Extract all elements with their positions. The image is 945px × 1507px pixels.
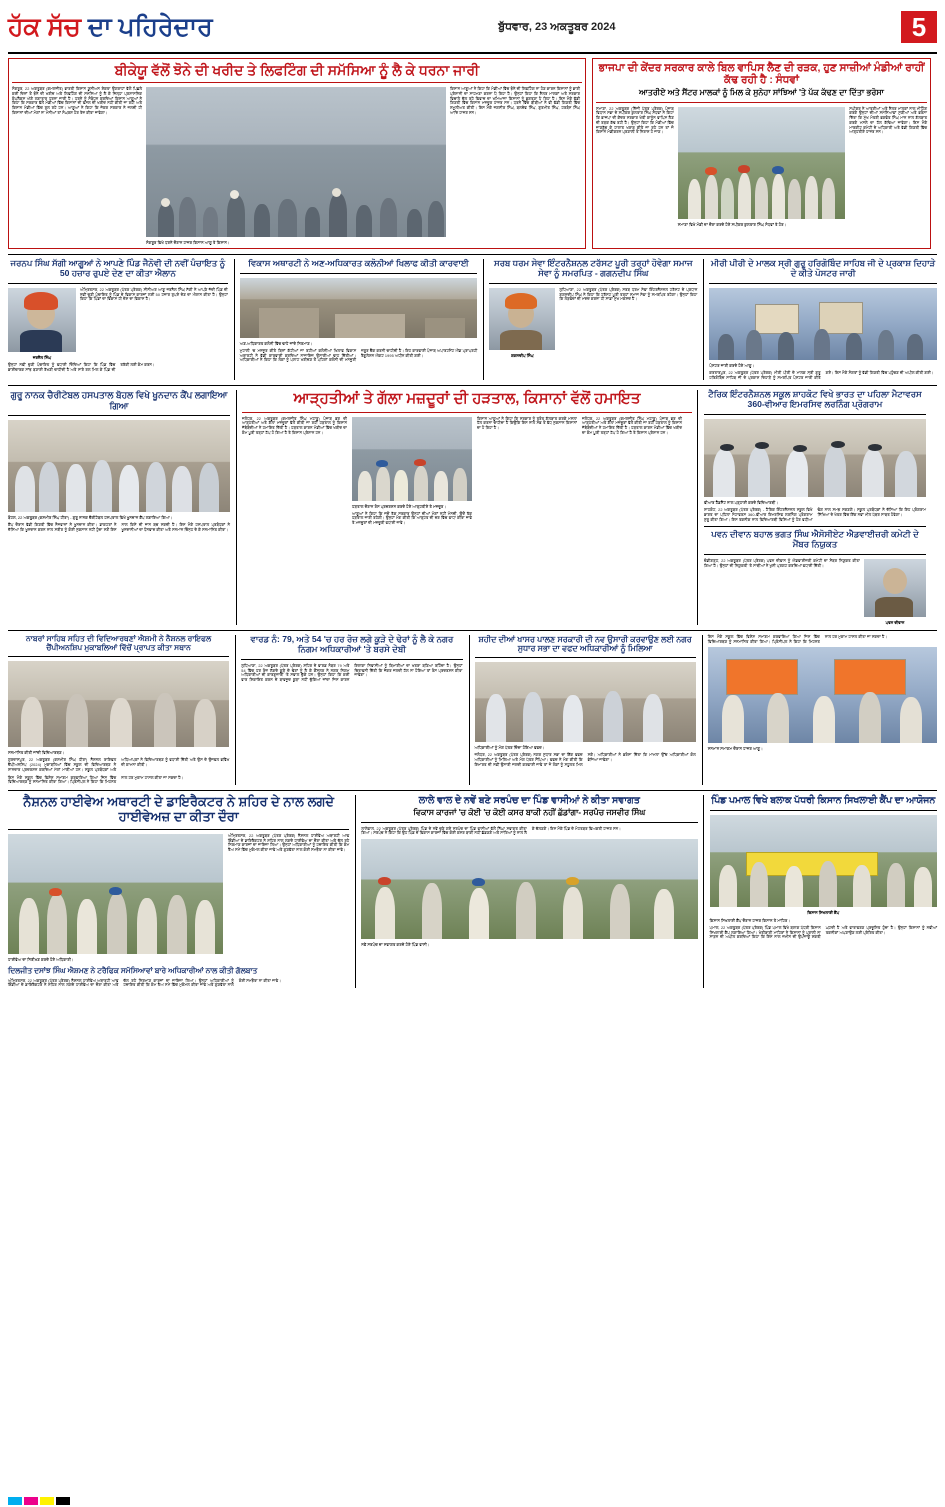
- lead-story-left: [8, 58, 586, 249]
- story-hospital-headline: ਗੁਰੂ ਨਾਨਕ ਚੈਰੀਟੇਬਲ ਹਸਪਤਾਲ ਬੋਹਲ ਵਿਖੇ ਖੂਨਦਾਨ ਕੈਂਪ ਲਗਾਇਆ ਗਿਆ: [10, 390, 228, 411]
- story-trust: [483, 259, 697, 380]
- story-nhai-headline: ਨੈਸ਼ਨਲ ਹਾਈਵੇਅ ਅਥਾਰਟੀ ਦੇ ਡਾਇਰੈਕਟਰ ਨੇ ਸ਼ਹਿਰ ਦੇ ਨਾਲ ਲਗਦੇ ਹਾਈਵੇਅਜ਼ ਦਾ ਕੀਤਾ ਦੌਰਾ: [23, 794, 335, 825]
- story-trust-photo: [489, 288, 555, 350]
- story-colony-caption: ਅਣ-ਅਧਿਕਾਰਤ ਕਲੋਨੀ ਵਿੱਚ ਢਾਹੇ ਜਾਂਦੇ ਨਿਰਮਾਣ।: [239, 340, 313, 346]
- story-colony: [234, 259, 478, 380]
- story-poster-caption: ਪੋਸਟਰ ਜਾਰੀ ਕਰਦੇ ਹੋਏ ਆਗੂ।: [709, 362, 755, 368]
- story-appointment: [704, 526, 926, 625]
- story-hospital-caption: ਬੋਹਲ, 22 ਅਕਤੂਬਰ (ਕਸ਼ਮੀਰ ਸਿੰਘ ਹੀਰਾ) - ਗੁਰੂ ਨਾਨਕ ਚੈਰੀਟੇਬਲ ਹਸਪਤਾਲ ਵਿਖੇ ਖੂਨਦਾਨ ਕੈਂਪ ਲਗਾਇਆ ਗਿਆ।: [8, 515, 173, 520]
- story-metaverse-text: ਸ਼ਾਹਕੋਟ, 22 ਅਕਤੂਬਰ (ਪੱਤਰ ਪ੍ਰੇਰਕ) - ਟੈਰਿਕ ਇੰਟਰਨੈਸ਼ਨਲ ਸਕੂਲ ਵਿਖੇ ਭਾਰਤ ਦਾ ਪਹਿਲਾ ਮੈਟਾਵਰਸ 360-ਵੀਆਰ ਇਮਰਸਿਵ ਲਰਨਿੰਗ ਪ੍ਰੋਗਰਾਮ ਸ਼ੁਰੂ ਕੀਤਾ ਗਿਆ। ਇਸ ਤਕਨੀਕ ਨਾਲ ਵਿਦਿਆਰਥੀ ਵਿਸ਼ਿਆਂ ਨੂੰ ਹੋਰ ਵਧੀਆ ਢੰਗ ਨਾਲ ਸਮਝ ਸਕਣਗੇ। ਸਕੂਲ ਪ੍ਰਬੰਧਕਾਂ ਨੇ ਦੱਸਿਆ ਕਿ ਇਹ ਪ੍ਰੋਗਰਾਮ ਸਿੱਖਿਆ ਦੇ ਖੇਤਰ ਵਿੱਚ ਇੱਕ ਨਵਾਂ ਮੀਲ ਪੱਥਰ ਸਾਬਤ ਹੋਵੇਗਾ।: [704, 508, 926, 522]
- logo-text-primary: ਹੱਕ ਸੱਚ: [8, 12, 81, 41]
- story-strike-photo: [352, 417, 472, 501]
- story-kisan-camp-caption: ਕਿਸਾਨ ਸਿਖਲਾਈ ਕੈਂਪ ਦੌਰਾਨ ਹਾਜ਼ਰ ਕਿਸਾਨ ਤੇ ਮਾਹਿਰ।: [709, 917, 791, 923]
- story-sarpanch-text: ਲਾਲੇਵਾਲ, 22 ਅਕਤੂਬਰ (ਪੱਤਰ ਪ੍ਰੇਰਕ) ਪਿੰਡ ਦੇ ਨਵੇਂ ਚੁਣੇ ਗਏ ਸਰਪੰਚ ਦਾ ਪਿੰਡ ਵਾਸੀਆਂ ਵੱਲੋਂ ਨਿੱਘਾ ਸਵਾਗਤ ਕੀਤਾ ਗਿਆ। ਸਰਪੰਚ ਨੇ ਕਿਹਾ ਕਿ ਉਹ ਪਿੰਡ ਦੇ ਵਿਕਾਸ ਕਾਰਜਾਂ ਵਿੱਚ ਕੋਈ ਕਸਰ ਬਾਕੀ ਨਹੀਂ ਛੱਡਣਗੇ ਅਤੇ ਸਾਰਿਆਂ ਨੂੰ ਨਾਲ ਲੈ ਕੇ ਚੱਲਣਗੇ। ਇਸ ਮੌਕੇ ਪਿੰਡ ਦੇ ਮੋਹਤਬਰ ਵਿਅਕਤੀ ਹਾਜ਼ਰ ਸਨ।: [361, 826, 621, 836]
- story-delegation-photo: [475, 662, 696, 742]
- cmyk-magenta: [24, 1497, 38, 1505]
- story-trust-caption: ਗਗਨਦੀਪ ਸਿੰਘ: [511, 352, 534, 358]
- lead-story-right: [592, 58, 931, 249]
- story-metaverse: [704, 390, 926, 522]
- story-trust-text: ਲੁਧਿਆਣਾ, 22 ਅਕਤੂਬਰ (ਪੱਤਰ ਪ੍ਰੇਰਕ) ਸਰਬ ਧਰਮ ਸੇਵਾ ਇੰਟਰਨੈਸ਼ਨਲ ਟਰੱਸਟ ਦੇ ਪ੍ਰਧਾਨ ਗਗਨਦੀਪ ਸਿੰਘ ਨੇ ਕਿਹਾ ਕਿ ਟਰੱਸਟ ਪੂਰੀ ਤਰ੍ਹਾਂ ਸਮਾਜ ਸੇਵਾ ਨੂੰ ਸਮਰਪਿਤ ਰਹੇਗਾ। ਉਨ੍ਹਾਂ ਕਿਹਾ ਕਿ ਲੋੜਵੰਦਾਂ ਦੀ ਮਦਦ ਕਰਨਾ ਹੀ ਸਾਡਾ ਮੁੱਖ ਮਕਸਦ ਹੈ।: [559, 287, 698, 302]
- story-strike-headline: ਆੜ੍ਹਤੀਆਂ ਤੇ ਗੱਲਾ ਮਜ਼ਦੂਰਾਂ ਦੀ ਹੜਤਾਲ, ਕਿਸਾਨਾਂ ਵੱਲੋਂ ਹਮਾਇਤ: [293, 390, 641, 408]
- lead-right-photo-caption: ਸਮਾਣਾ ਵਿਖੇ ਮੰਡੀ ਦਾ ਦੌਰਾ ਕਰਦੇ ਹੋਏ ਸਪੀਕਰ ਕੁਲਤਾਰ ਸਿੰਘ ਸੰਧਵਾਂ ਤੇ ਹੋਰ।: [677, 221, 787, 227]
- story-nhai: [8, 795, 349, 988]
- story-trust-headline: ਸਰਬ ਧਰਮ ਸੇਵਾ ਇੰਟਰਨੈਸ਼ਨਲ ਟਰੱਸਟ ਪੂਰੀ ਤਰ੍ਹਾਂ ਹੋਵੇਗਾ ਸਮਾਜ ਸੇਵਾ ਨੂੰ ਸਮਰਪਿਤ - ਗਗਨਦੀਪ ਸਿੰਘ: [494, 258, 693, 278]
- story-kisan-camp: [710, 795, 937, 988]
- issue-date: ਬੁੱਧਵਾਰ, 23 ਅਕਤੂਬਰ 2024: [498, 20, 616, 33]
- lead-right-photo: [678, 107, 845, 219]
- cmyk-black: [56, 1497, 70, 1505]
- story-rifle-text-2: ਇਸ ਮੌਕੇ ਸਕੂਲ ਵਿੱਚ ਵਿਸ਼ੇਸ਼ ਸਮਾਗਮ ਕਰਵਾਇਆ ਗਿਆ ਜਿਸ ਵਿੱਚ ਵਿਦਿਆਰਥਣ ਨੂੰ ਸਨਮਾਨਿਤ ਕੀਤਾ ਗਿਆ। ਪ੍ਰਿੰਸੀਪਲ ਨੇ ਕਿਹਾ ਕਿ ਮਿਹਨਤ ਨਾਲ ਹਰ ਮੁਕਾਮ ਹਾਸਲ ਕੀਤਾ ਜਾ ਸਕਦਾ ਹੈ।: [8, 775, 184, 785]
- lead-right-subhead: ਆਤਰੀਏ ਅਤੇ ਸੈਂਟਰ ਮਾਲਕਾਂ ਨੂੰ ਮਿਲ ਕੇ ਸੁਨੇਹਾ ਸਾਂਝਿਆਂ 'ਤੇ ਪੱਕ ਕੱਢਣ ਦਾ ਦਿੱਤਾ ਭਰੋਸਾ: [639, 88, 884, 98]
- story-sarpanch-headline: ਲਾਲੇ ਵਾਲ ਦੇ ਨਵੇਂ ਬਣੇ ਸਰਪੰਚ ਦਾ ਪਿੰਡ ਵਾਸੀਆਂ ਨੇ ਕੀਤਾ ਸਵਾਗਤ: [418, 795, 640, 807]
- story-metaverse-caption: ਵੀਆਰ ਹੈੱਡਸੈੱਟ ਨਾਲ ਪੜ੍ਹਾਈ ਕਰਦੇ ਵਿਦਿਆਰਥੀ।: [704, 500, 779, 506]
- story-rifle-photo: [8, 661, 229, 747]
- story-sggi-headline: ਜਰਨਪ ਸਿੰਘ ਸੱਗੀ ਆਗੂਆਂ ਨੇ ਆਪਣੇ ਪਿੰਡ ਜੈਨੋਵੀ ਦੀ ਨਵੀਂ ਪੰਚਾਇਤ ਨੂੰ 50 ਹਜ਼ਾਰ ਰੁਪਏ ਦੇਣ ਦਾ ਕੀਤਾ ਐਲਾਨ: [10, 258, 226, 278]
- story-kisan-camp-photo: [710, 815, 937, 907]
- story-metaverse-photo: [704, 419, 926, 497]
- lead-right-headline: ਭਾਜਪਾ ਦੀ ਕੇਂਦਰ ਸਰਕਾਰ ਕਾਲੇ ਬਿਲ ਵਾਪਿਸ ਲੈਣ ਦੀ ਰੜਕ, ਹੁਣ ਸਾਜ਼ੀਆਂ ਮੰਡੀਆਂ ਰਾਹੀਂ ਕੱਢ ਰਹੀ ਹੈ : ਸੰਧਵਾਂ: [598, 62, 925, 87]
- newspaper-logo: [8, 12, 213, 41]
- story-sggi-text: ਅੰਮ੍ਰਿਤਸਰ, 22 ਅਕਤੂਬਰ (ਪੱਤਰ ਪ੍ਰੇਰਕ) ਸੀਨੀਅਰ ਆਗੂ ਜਰਨੈਲ ਸਿੰਘ ਸੱਗੀ ਨੇ ਆਪਣੇ ਜੱਦੀ ਪਿੰਡ ਦੀ ਨਵੀਂ ਚੁਣੀ ਪੰਚਾਇਤ ਨੂੰ ਪਿੰਡ ਦੇ ਵਿਕਾਸ ਕਾਰਜਾਂ ਲਈ 50 ਹਜ਼ਾਰ ਰੁਪਏ ਦੇਣ ਦਾ ਐਲਾਨ ਕੀਤਾ ਹੈ। ਉਨ੍ਹਾਂ ਕਿਹਾ ਕਿ ਪਿੰਡਾਂ ਦਾ ਵਿਕਾਸ ਹੀ ਦੇਸ਼ ਦਾ ਵਿਕਾਸ ਹੈ।: [80, 287, 228, 302]
- story-appointment-text: ਚੰਡੀਗੜ੍ਹ, 22 ਅਕਤੂਬਰ (ਪੱਤਰ ਪ੍ਰੇਰਕ) ਪਵਨ ਦੀਵਾਨ ਨੂੰ ਐਡਵਾਈਜ਼ਰੀ ਕਮੇਟੀ ਦਾ ਮੈਂਬਰ ਨਿਯੁਕਤ ਕੀਤਾ ਗਿਆ ਹੈ। ਉਨ੍ਹਾਂ ਦੀ ਨਿਯੁਕਤੀ 'ਤੇ ਸਾਥੀਆਂ ਨੇ ਖੁਸ਼ੀ ਪ੍ਰਗਟ ਕਰਦਿਆਂ ਵਧਾਈ ਦਿੱਤੀ।: [704, 559, 860, 568]
- story-delegation-caption: ਅਧਿਕਾਰੀਆਂ ਨੂੰ ਮੰਗ ਪੱਤਰ ਦਿੰਦਾ ਹੋਇਆ ਵਫਦ।: [474, 745, 545, 751]
- story-delegation-headline: ਸ਼ਹੀਦ ਦੀਆਂ ਖਾਸਰ ਪਾਲਣ ਸਰਕਾਰੀ ਦੀ ਨਵ ਉਸਾਰੀ ਕਰਵਾਉਣ ਲਈ ਨਗਰ ਸੁਧਾਰ ਸਭਾ ਦਾ ਵਫਦ ਅਧਿਕਾਰੀਆਂ ਨੂੰ ਮਿਲਿਆ: [478, 635, 692, 654]
- story-colony-text: ਮੁਹਾਲੀ 'ਚ ਮਨਜ਼ੂਰ ਕੀਤੇ ਬਿਨਾਂ ਕੱਟੀਆਂ ਜਾ ਰਹੀਆਂ ਕਲੋਨੀਆਂ ਖਿਲਾਫ ਵਿਕਾਸ ਅਥਾਰਟੀ ਨੇ ਵੱਡੀ ਕਾਰਵਾਈ ਕਰਦਿਆਂ ਨਾਜਾਇਜ਼ ਉਸਾਰੀਆਂ ਢਾਹ ਦਿੱਤੀਆਂ। ਅਧਿਕਾਰੀਆਂ ਨੇ ਕਿਹਾ ਕਿ ਲੋਕਾਂ ਨੂੰ ਪਲਾਟ ਖਰੀਦਣ ਤੋਂ ਪਹਿਲਾਂ ਕਲੋਨੀ ਦੀ ਮਨਜ਼ੂਰੀ ਜ਼ਰੂਰ ਚੈੱਕ ਕਰਨੀ ਚਾਹੀਦੀ ਹੈ। ਇਹ ਕਾਰਵਾਈ ਪੰਜਾਬ ਅਪਾਰਟਮੈਂਟ ਐਂਡ ਪ੍ਰਾਪਰਟੀ ਰੈਗੂਲੇਸ਼ਨ ਐਕਟ 1995 ਅਧੀਨ ਕੀਤੀ ਗਈ।: [239, 348, 478, 363]
- story-sggi-text-2: ਉਨ੍ਹਾਂ ਨਵੀਂ ਚੁਣੀ ਪੰਚਾਇਤ ਨੂੰ ਵਧਾਈ ਦਿੰਦਿਆਂ ਕਿਹਾ ਕਿ ਪਿੰਡ ਵਿੱਚ ਭਾਈਚਾਰਕ ਸਾਂਝ ਬਣਾਈ ਰੱਖਣੀ ਚਾਹੀਦੀ ਹੈ ਅਤੇ ਸਾਰੇ ਰਲ ਮਿਲ ਕੇ ਪਿੰਡ ਦੀ ਤਰੱਕੀ ਲਈ ਕੰਮ ਕਰਨ।: [8, 362, 155, 372]
- story-metaverse-headline: ਟੈਰਿਕ ਇੰਟਰਨੈਸ਼ਨਲ ਸਕੂਲ ਸ਼ਾਹਕੋਟ ਵਿਖੇ ਭਾਰਤ ਦਾ ਪਹਿਲਾ ਮੈਟਾਵਰਸ 360-ਵੀਆਰ ਇਮਰਸਿਵ ਲਰਨਿੰਗ ਪ੍ਰੋਗਰਾਮ: [708, 389, 922, 410]
- lead-left-photo-caption: ਸੰਗਰੂਰ ਵਿਖੇ ਧਰਨੇ ਦੌਰਾਨ ਹਾਜ਼ਰ ਕਿਸਾਨ ਆਗੂ ਤੇ ਕਿਸਾਨ।: [146, 240, 230, 246]
- story-rifle-headline: ਨਾਬਰਾਂ ਸਾਹਿਬ ਸਹਿਤ ਦੀ ਵਿਦਿਆਰਥਣਾਂ ਐਸ਼ਮੀ ਨੇ ਨੈਸ਼ਨਲ ਰਾਇਫਲ ਚੈਂਪੀਅਨਸ਼ਿਪ ਮੁਕਾਬਲਿਆਂ ਵਿੱਚੋਂ ਪ੍ਰਾਪਤ ਕੀਤਾ ਸਥਾਨ: [26, 634, 212, 652]
- cmyk-yellow: [40, 1497, 54, 1505]
- story-colony-headline: ਵਿਕਾਸ ਅਥਾਰਟੀ ਨੇ ਅਣ-ਅਧਿਕਾਰਤ ਕਲੋਨੀਆਂ ਖਿਲਾਫ ਕੀਤੀ ਕਾਰਵਾਈ: [248, 258, 469, 269]
- story-hospital: [8, 390, 230, 625]
- story-strike-text: ਜਲੰਧਰ, 22 ਅਕਤੂਬਰ (ਕਮਲਜੀਤ ਸਿੰਘ ਮਠਾੜੂ) ਪੰਜਾਬ ਭਰ ਦੀ ਆੜ੍ਹਤੀਆਂ ਅਤੇ ਗੱਲਾ ਮਜ਼ਦੂਰਾਂ ਵੱਲੋਂ ਕੀਤੀ ਜਾ ਰਹੀ ਹੜਤਾਲ ਨੂੰ ਕਿਸਾਨ ਜੱਥੇਬੰਦੀਆਂ ਨੇ ਹਮਾਇਤ ਦਿੱਤੀ ਹੈ। ਹੜਤਾਲ ਕਾਰਨ ਮੰਡੀਆਂ ਵਿੱਚ ਖਰੀਦ ਦਾ ਕੰਮ ਪੂਰੀ ਤਰ੍ਹਾਂ ਠੱਪ ਹੋ ਗਿਆ ਹੈ ਤੇ ਕਿਸਾਨ ਪ੍ਰੇਸ਼ਾਨ ਹਨ।: [242, 416, 347, 435]
- right-column-stack: [704, 390, 926, 625]
- story-poster-text: ਕਰਤਾਰਪੁਰ, 22 ਅਕਤੂਬਰ (ਪੱਤਰ ਪ੍ਰੇਰਕ) ਮੀਰੀ ਪੀਰੀ ਦੇ ਮਾਲਕ ਸ੍ਰੀ ਗੁਰੂ ਹਰਿਗੋਬਿੰਦ ਸਾਹਿਬ ਜੀ ਦੇ ਪ੍ਰਕਾਸ਼ ਦਿਹਾੜੇ ਨੂੰ ਸਮਰਪਿਤ ਪੋਸਟਰ ਜਾਰੀ ਕੀਤੇ ਗਏ। ਇਸ ਮੌਕੇ ਸੰਗਤਾਂ ਨੂੰ ਵੱਡੀ ਗਿਣਤੀ ਵਿੱਚ ਪਹੁੰਚਣ ਦੀ ਅਪੀਲ ਕੀਤੀ ਗਈ।: [709, 370, 934, 380]
- story-strike-caption: ਹੜਤਾਲ ਦੌਰਾਨ ਰੋਸ ਪ੍ਰਦਰਸ਼ਨ ਕਰਦੇ ਹੋਏ ਆੜ੍ਹਤੀਏ ਤੇ ਮਜ਼ਦੂਰ।: [352, 503, 447, 509]
- story-sarpanch: [355, 795, 703, 988]
- story-appointment-caption: ਪਵਨ ਦੀਵਾਨ: [885, 620, 905, 626]
- story-kisan-camp-headline: ਪਿੰਡ ਪਮਾਲ ਵਿਖੇ ਬਲਾਕ ਪੱਧਰੀ ਕਿਸਾਨ ਸਿਖਲਾਈ ਕੈਂਪ ਦਾ ਆਯੋਜਨ: [711, 794, 936, 806]
- story-kisan-camp-banner-text: ਕਿਸਾਨ ਸਿਖਲਾਈ ਕੈਂਪ: [807, 909, 840, 915]
- story-ward-headline: ਵਾਰਡ ਨੰ: 79, ਅਤੇ 54 'ਚ ਹਰ ਰੋਜ਼ ਲਗੇ ਕੂੜੇ ਦੇ ਢੇਰਾਂ ਨੂੰ ਲੈ ਕੇ ਨਗਰ ਨਿਗਮ ਅਧਿਕਾਰੀਆਂ 'ਤੇ ਬਰਸੇ ਦੇਬੀ: [250, 634, 454, 654]
- lead-left-text-2: ਕਿਸਾਨ ਆਗੂਆਂ ਨੇ ਕਿਹਾ ਕਿ ਮੰਡੀਆਂ ਵਿੱਚ ਝੋਨੇ ਦੀ ਲਿਫਟਿੰਗ ਨਾ ਹੋਣ ਕਾਰਨ ਕਿਸਾਨਾਂ ਨੂੰ ਭਾਰੀ ਪ੍ਰੇਸ਼ਾਨੀ ਦਾ ਸਾਹਮਣਾ ਕਰਨਾ ਪੈ ਰਿਹਾ ਹੈ। ਉਨ੍ਹਾਂ ਕਿਹਾ ਕਿ ਸ਼ੈਲਰ ਮਾਲਕਾਂ ਅਤੇ ਸਰਕਾਰ ਵਿਚਾਲੇ ਚੱਲ ਰਹੇ ਵਿਵਾਦ ਦਾ ਖਮਿਆਜ਼ਾ ਕਿਸਾਨਾਂ ਨੂੰ ਭੁਗਤਣਾ ਪੈ ਰਿਹਾ ਹੈ। ਇਸ ਮੌਕੇ ਵੱਡੀ ਗਿਣਤੀ ਵਿੱਚ ਕਿਸਾਨ ਮਜ਼ਦੂਰ ਹਾਜ਼ਰ ਸਨ। ਧਰਨੇ ਵਿੱਚ ਬੀਬੀਆਂ ਨੇ ਵੀ ਵੱਡੀ ਗਿਣਤੀ ਵਿੱਚ ਸ਼ਮੂਲੀਅਤ ਕੀਤੀ। ਇਸ ਮੌਕੇ ਜਗਸੀਰ ਸਿੰਘ, ਬਲਦੇਵ ਸਿੰਘ, ਗੁਰਮੀਤ ਸਿੰਘ, ਹਰਬੰਸ ਸਿੰਘ ਆਦਿ ਹਾਜ਼ਰ ਸਨ।: [450, 87, 580, 115]
- cmyk-cyan: [8, 1497, 22, 1505]
- story-sarpanch-caption: ਨਵੇਂ ਸਰਪੰਚ ਦਾ ਸਵਾਗਤ ਕਰਦੇ ਹੋਏ ਪਿੰਡ ਵਾਸੀ।: [361, 942, 430, 948]
- story-strike: [236, 390, 698, 625]
- lead-right-text-2: ਸਪੀਕਰ ਨੇ ਆਤਰੀਆਂ ਅਤੇ ਸ਼ੈਲਰ ਮਾਲਕਾਂ ਨਾਲ ਮੀਟਿੰਗ ਕਰਕੇ ਉਨ੍ਹਾਂ ਦੀਆਂ ਸਮੱਸਿਆਵਾਂ ਸੁਣੀਆਂ ਅਤੇ ਭਰੋਸਾ ਦਿੱਤਾ ਕਿ ਮੁੱਖ ਮੰਤਰੀ ਭਗਵੰਤ ਸਿੰਘ ਮਾਨ ਨਾਲ ਗੱਲਬਾਤ ਕਰਕੇ ਮਸਲੇ ਦਾ ਹੱਲ ਕੱਢਿਆ ਜਾਵੇਗਾ। ਇਸ ਮੌਕੇ ਮਾਰਕੀਟ ਕਮੇਟੀ ਦੇ ਅਧਿਕਾਰੀ ਅਤੇ ਵੱਡੀ ਗਿਣਤੀ ਵਿੱਚ ਆੜ੍ਹਤੀਏ ਹਾਜ਼ਰ ਸਨ।: [849, 106, 928, 135]
- page-number-badge: 5: [901, 11, 937, 43]
- lead-right-text: ਸਮਾਣਾ, 22 ਅਕਤੂਬਰ (ਨਿੱਜੀ ਪੱਤਰ ਪ੍ਰੇਰਕ) ਪੰਜਾਬ ਵਿਧਾਨ ਸਭਾ ਦੇ ਸਪੀਕਰ ਕੁਲਤਾਰ ਸਿੰਘ ਸੰਧਵਾਂ ਨੇ ਕਿਹਾ ਕਿ ਭਾਜਪਾ ਦੀ ਕੇਂਦਰ ਸਰਕਾਰ ਖੇਤੀ ਕਾਨੂੰਨ ਵਾਪਿਸ ਲੈਣ ਦੀ ਰੜਕ ਕੱਢ ਰਹੀ ਹੈ। ਉਨ੍ਹਾਂ ਕਿਹਾ ਕਿ ਮੰਡੀਆਂ ਵਿੱਚ ਜਾਣਬੁੱਝ ਕੇ ਹਾਲਾਤ ਖਰਾਬ ਕੀਤੇ ਜਾ ਰਹੇ ਹਨ ਤਾਂ ਜੋ ਕਿਸਾਨ ਮੰਡੀਕਰਨ ਪ੍ਰਣਾਲੀ ਤੋਂ ਨਿਰਾਸ਼ ਹੋ ਜਾਣ।: [596, 106, 674, 135]
- story-sarpanch-extra-caption: ਸਨਮਾਨ ਸਮਾਗਮ ਦੌਰਾਨ ਹਾਜ਼ਰ ਆਗੂ।: [707, 746, 763, 752]
- story-strike-text-3: ਕਿਸਾਨ ਆਗੂਆਂ ਨੇ ਕਿਹਾ ਕਿ ਸਰਕਾਰ ਨੂੰ ਤੁਰੰਤ ਗੱਲਬਾਤ ਕਰਕੇ ਮਸਲਾ ਹੱਲ ਕਰਨਾ ਚਾਹੀਦਾ ਹੈ ਕਿਉਂਕਿ ਇਸ ਨਾਲ ਸਭ ਤੋਂ ਵੱਧ ਨੁਕਸਾਨ ਕਿਸਾਨਾਂ ਦਾ ਹੋ ਰਿਹਾ ਹੈ।: [477, 416, 577, 431]
- story-nhai-subcaption: ਦਿਲਜੀਤ ਦਸਾਂਝ ਸਿੰਘ ਐਸ਼ਮਣ ਨੇ ਟਰੈਫਿਕ ਸਮੱਸਿਆਵਾਂ ਬਾਰੇ ਅਧਿਕਾਰੀਆਂ ਨਾਲ ਕੀਤੀ ਗੱਲਬਾਤ: [8, 966, 258, 975]
- story-poster: [703, 259, 937, 380]
- story-strike-text-2: ਆਗੂਆਂ ਨੇ ਕਿਹਾ ਕਿ ਜਦੋਂ ਤੱਕ ਸਰਕਾਰ ਉਨ੍ਹਾਂ ਦੀਆਂ ਮੰਗਾਂ ਨਹੀਂ ਮੰਨਦੀ, ਉਦੋਂ ਤੱਕ ਹੜਤਾਲ ਜਾਰੀ ਰਹੇਗੀ। ਉਨ੍ਹਾਂ ਮੰਗ ਕੀਤੀ ਕਿ ਆੜ੍ਹਤ ਦੀ ਦਰ ਵਿੱਚ ਵਾਧਾ ਕੀਤਾ ਜਾਵੇ ਤੇ ਮਜ਼ਦੂਰਾਂ ਦੀ ਮਜ਼ਦੂਰੀ ਵਧਾਈ ਜਾਵੇ।: [352, 511, 472, 526]
- lead-left-photo: [146, 87, 446, 237]
- story-hospital-photo: [8, 420, 230, 512]
- story-sarpanch-extra-photo: [708, 647, 937, 743]
- story-nhai-photo: [8, 834, 223, 954]
- story-sggi: [8, 259, 228, 380]
- story-nhai-text-2: ਅੰਮ੍ਰਿਤਸਰ, 22 ਅਕਤੂਬਰ (ਪੱਤਰ ਪ੍ਰੇਰਕ) ਨੈਸ਼ਨਲ ਹਾਈਵੇਅ ਅਥਾਰਟੀ ਆਫ ਇੰਡੀਆ ਦੇ ਡਾਇਰੈਕਟਰ ਨੇ ਸ਼ਹਿਰ ਨਾਲ ਲਗਦੇ ਹਾਈਵੇਅ ਦਾ ਦੌਰਾ ਕੀਤਾ ਅਤੇ ਚੱਲ ਰਹੇ ਨਿਰਮਾਣ ਕਾਰਜਾਂ ਦਾ ਜਾਇਜ਼ਾ ਲਿਆ। ਉਨ੍ਹਾਂ ਅਧਿਕਾਰੀਆਂ ਨੂੰ ਹਦਾਇਤ ਕੀਤੀ ਕਿ ਕੰਮ ਤੈਅ ਸਮੇਂ ਵਿੱਚ ਮੁਕੰਮਲ ਕੀਤਾ ਜਾਵੇ ਅਤੇ ਗੁਣਵੱਤਾ ਨਾਲ ਕੋਈ ਸਮਝੌਤਾ ਨਾ ਕੀਤਾ ਜਾਵੇ।: [8, 978, 281, 988]
- story-ward: [235, 635, 462, 785]
- story-strike-text-4: ਜਲੰਧਰ, 22 ਅਕਤੂਬਰ (ਕਮਲਜੀਤ ਸਿੰਘ ਮਠਾੜੂ) ਪੰਜਾਬ ਭਰ ਦੀ ਆੜ੍ਹਤੀਆਂ ਅਤੇ ਗੱਲਾ ਮਜ਼ਦੂਰਾਂ ਵੱਲੋਂ ਕੀਤੀ ਜਾ ਰਹੀ ਹੜਤਾਲ ਨੂੰ ਕਿਸਾਨ ਜੱਥੇਬੰਦੀਆਂ ਨੇ ਹਮਾਇਤ ਦਿੱਤੀ ਹੈ। ਹੜਤਾਲ ਕਾਰਨ ਮੰਡੀਆਂ ਵਿੱਚ ਖਰੀਦ ਦਾ ਕੰਮ ਪੂਰੀ ਤਰ੍ਹਾਂ ਠੱਪ ਹੋ ਗਿਆ ਹੈ ਤੇ ਕਿਸਾਨ ਪ੍ਰੇਸ਼ਾਨ ਹਨ।: [582, 416, 682, 435]
- story-nhai-caption: ਹਾਈਵੇਅ ਦਾ ਨਿਰੀਖਣ ਕਰਦੇ ਹੋਏ ਅਧਿਕਾਰੀ।: [8, 957, 74, 962]
- story-sarpanch-photo: [361, 839, 697, 939]
- cmyk-registration-marks: [8, 1497, 70, 1505]
- story-poster-photo: [709, 288, 937, 360]
- lead-left-text: ਸੰਗਰੂਰ, 22 ਅਕਤੂਬਰ (ਕਮਲਜੀਤ) ਭਾਰਤੀ ਕਿਸਾਨ ਯੂਨੀਅਨ ਏਕਤਾ ਉਗਰਾਹਾਂ ਵੱਲੋਂ ਪਿਛਲੇ ਕਈ ਦਿਨਾਂ ਤੋਂ ਝੋਨੇ ਦੀ ਖਰੀਦ ਅਤੇ ਲਿਫਟਿੰਗ ਦੀ ਸਮੱਸਿਆ ਨੂੰ ਲੈ ਕੇ ਜ਼ਿਲ੍ਹਾ ਪ੍ਰਸ਼ਾਸਨਿਕ ਕੰਪਲੈਕਸ ਅੱਗੇ ਲਗਾਤਾਰ ਧਰਨਾ ਜਾਰੀ ਹੈ। ਧਰਨੇ ਨੂੰ ਸੰਬੋਧਨ ਕਰਦਿਆਂ ਕਿਸਾਨ ਆਗੂਆਂ ਨੇ ਕਿਹਾ ਕਿ ਸਰਕਾਰ ਵੱਲੋਂ ਮੰਡੀਆਂ ਵਿੱਚ ਕਿਸਾਨਾਂ ਦੀ ਫਸਲ ਦੀ ਖਰੀਦ ਨਹੀਂ ਕੀਤੀ ਜਾ ਰਹੀ ਅਤੇ ਕਿਸਾਨ ਮੰਡੀਆਂ ਵਿੱਚ ਰੁਲ ਰਹੇ ਹਨ। ਆਗੂਆਂ ਨੇ ਕਿਹਾ ਕਿ ਜੇਕਰ ਸਰਕਾਰ ਨੇ ਜਲਦੀ ਹੀ ਕਿਸਾਨਾਂ ਦੀਆਂ ਮੰਗਾਂ ਨਾ ਮੰਨੀਆਂ ਤਾਂ ਸੰਘਰਸ਼ ਹੋਰ ਤੇਜ਼ ਕੀਤਾ ਜਾਵੇਗਾ।: [12, 87, 142, 115]
- logo-text-secondary: ਦਾ ਪਹਿਰੇਦਾਰ: [87, 12, 213, 41]
- story-rifle-text: ਗੁਰਦਾਸਪੁਰ, 22 ਅਕਤੂਬਰ (ਕਸ਼ਮੀਰ ਸਿੰਘ ਹੀਰਾ) ਨੈਸ਼ਨਲ ਰਾਇਫਲ ਚੈਂਪੀਅਨਸ਼ਿਪ (2024) ਮੁਕਾਬਲਿਆਂ ਵਿੱਚ ਸਕੂਲ ਦੀ ਵਿਦਿਆਰਥਣ ਨੇ ਸ਼ਾਨਦਾਰ ਪ੍ਰਦਰਸ਼ਨ ਕਰਦਿਆਂ ਮੱਲਾਂ ਮਾਰੀਆਂ ਹਨ। ਸਕੂਲ ਪ੍ਰਬੰਧਕਾਂ ਅਤੇ ਅਧਿਆਪਕਾਂ ਨੇ ਵਿਦਿਆਰਥਣ ਨੂੰ ਵਧਾਈ ਦਿੱਤੀ ਅਤੇ ਉਸ ਦੇ ਉਜਵਲ ਭਵਿੱਖ ਦੀ ਕਾਮਨਾ ਕੀਤੀ।: [8, 758, 230, 772]
- story-appointment-photo: [864, 559, 926, 617]
- masthead: [8, 6, 937, 54]
- story-sggi-caption: ਜਰਨੈਲ ਸਿੰਘ: [32, 354, 52, 360]
- story-colony-photo: [240, 278, 478, 338]
- story-sarpanch-extra: [702, 635, 937, 785]
- story-delegation-text: ਜਲੰਧਰ, 22 ਅਕਤੂਬਰ (ਪੱਤਰ ਪ੍ਰੇਰਕ) ਨਗਰ ਸੁਧਾਰ ਸਭਾ ਦਾ ਇੱਕ ਵਫਦ ਅਧਿਕਾਰੀਆਂ ਨੂੰ ਮਿਲਿਆ ਅਤੇ ਮੰਗ ਪੱਤਰ ਸੌਂਪਿਆ। ਵਫਦ ਨੇ ਮੰਗ ਕੀਤੀ ਕਿ ਇਮਾਰਤ ਦੀ ਨਵੀਂ ਉਸਾਰੀ ਜਲਦੀ ਕਰਵਾਈ ਜਾਵੇ ਤਾਂ ਜੋ ਲੋਕਾਂ ਨੂੰ ਸਹੂਲਤ ਮਿਲ ਸਕੇ। ਅਧਿਕਾਰੀਆਂ ਨੇ ਭਰੋਸਾ ਦਿੱਤਾ ਕਿ ਮਾਮਲਾ ਉੱਚ ਅਧਿਕਾਰੀਆਂ ਕੋਲ ਭੇਜਿਆ ਜਾਵੇਗਾ।: [474, 753, 696, 767]
- story-rifle: [8, 635, 229, 785]
- story-poster-headline: ਮੀਰੀ ਪੀਰੀ ਦੇ ਮਾਲਕ ਸ੍ਰੀ ਗੁਰੂ ਹਰਿਗੋਬਿੰਦ ਸਾਹਿਬ ਜੀ ਦੇ ਪ੍ਰਕਾਸ਼ ਦਿਹਾੜੇ ਦੇ ਕੀਤੇ ਪੋਸਟਰ ਜਾਰੀ: [711, 258, 936, 278]
- story-sarpanch-subhead: ਵਿਕਾਸ ਕਾਰਜਾਂ 'ਚ ਕੋਈ 'ਚ ਕੋਈ ਕਸਰ ਬਾਕੀ ਨਹੀਂ ਛੱਡਾਂਗਾ- ਸਰਪੰਚ ਜਸਵੀਰ ਸਿੰਘ: [413, 808, 646, 818]
- story-rifle-caption: ਸਨਮਾਨਿਤ ਕੀਤੀ ਜਾਂਦੀ ਵਿਦਿਆਰਥਣ।: [8, 750, 65, 756]
- story-kisan-camp-text: ਪਮਾਲ, 22 ਅਕਤੂਬਰ (ਪੱਤਰ ਪ੍ਰੇਰਕ) ਪਿੰਡ ਪਮਾਲ ਵਿਖੇ ਬਲਾਕ ਪੱਧਰੀ ਕਿਸਾਨ ਸਿਖਲਾਈ ਕੈਂਪ ਲਗਾਇਆ ਗਿਆ। ਖੇਤੀਬਾੜੀ ਮਾਹਿਰਾਂ ਨੇ ਕਿਸਾਨਾਂ ਨੂੰ ਪਰਾਲੀ ਨਾ ਸਾੜਨ ਦੀ ਅਪੀਲ ਕਰਦਿਆਂ ਕਿਹਾ ਕਿ ਇਸ ਨਾਲ ਜ਼ਮੀਨ ਦੀ ਉਪਜਾਊ ਸ਼ਕਤੀ ਘਟਦੀ ਹੈ ਅਤੇ ਵਾਤਾਵਰਣ ਪ੍ਰਦੂਸ਼ਿਤ ਹੁੰਦਾ ਹੈ। ਉਨ੍ਹਾਂ ਕਿਸਾਨਾਂ ਨੂੰ ਨਵੀਆਂ ਤਕਨੀਕਾਂ ਅਪਣਾਉਣ ਲਈ ਪ੍ਰੇਰਿਤ ਕੀਤਾ।: [709, 925, 937, 940]
- story-hospital-text: ਕੈਂਪ ਦੌਰਾਨ ਵੱਡੀ ਗਿਣਤੀ ਵਿੱਚ ਨੌਜਵਾਨਾਂ ਨੇ ਖੂਨਦਾਨ ਕੀਤਾ। ਡਾਕਟਰਾਂ ਨੇ ਦੱਸਿਆ ਕਿ ਖੂਨਦਾਨ ਕਰਨ ਨਾਲ ਸਰੀਰ ਨੂੰ ਕੋਈ ਨੁਕਸਾਨ ਨਹੀਂ ਹੁੰਦਾ ਸਗੋਂ ਇਸ ਨਾਲ ਕਿਸੇ ਦੀ ਜਾਨ ਬਚ ਸਕਦੀ ਹੈ। ਇਸ ਮੌਕੇ ਹਸਪਤਾਲ ਪ੍ਰਬੰਧਕਾਂ ਨੇ ਖੂਨਦਾਨੀਆਂ ਦਾ ਧੰਨਵਾਦ ਕੀਤਾ ਅਤੇ ਸਨਮਾਨ ਚਿੰਨ੍ਹ ਦੇ ਕੇ ਸਨਮਾਨਿਤ ਕੀਤਾ।: [8, 523, 230, 532]
- story-ward-text: ਲੁਧਿਆਣਾ, 22 ਅਕਤੂਬਰ (ਪੱਤਰ ਪ੍ਰੇਰਕ) ਸ਼ਹਿਰ ਦੇ ਵਾਰਡ ਨੰਬਰ 79 ਅਤੇ 54 ਵਿੱਚ ਹਰ ਰੋਜ਼ ਲੱਗਦੇ ਕੂੜੇ ਦੇ ਢੇਰਾਂ ਨੂੰ ਲੈ ਕੇ ਕੌਂਸਲਰ ਨੇ ਨਗਰ ਨਿਗਮ ਅਧਿਕਾਰੀਆਂ ਦੀ ਕਾਰਗੁਜ਼ਾਰੀ 'ਤੇ ਸਵਾਲ ਚੁੱਕੇ ਹਨ। ਉਨ੍ਹਾਂ ਕਿਹਾ ਕਿ ਕਈ ਵਾਰ ਸ਼ਿਕਾਇਤ ਕਰਨ ਦੇ ਬਾਵਜੂਦ ਕੂੜਾ ਨਹੀਂ ਚੁੱਕਿਆ ਜਾਂਦਾ ਜਿਸ ਕਾਰਨ ਇਲਾਕਾ ਨਿਵਾਸੀਆਂ ਨੂੰ ਬਿਮਾਰੀਆਂ ਦਾ ਖਤਰਾ ਬਣਿਆ ਰਹਿੰਦਾ ਹੈ। ਉਨ੍ਹਾਂ ਚਿਤਾਵਨੀ ਦਿੱਤੀ ਕਿ ਜੇਕਰ ਜਲਦੀ ਹੱਲ ਨਾ ਹੋਇਆ ਤਾਂ ਰੋਸ ਪ੍ਰਦਰਸ਼ਨ ਕੀਤਾ ਜਾਵੇਗਾ।: [241, 663, 463, 682]
- story-delegation: [469, 635, 696, 785]
- story-appointment-headline: ਪਵਨ ਦੀਵਾਨ ਬਹਾਲ ਭਗਤ ਸਿੰਘ ਐਸੋਸੀਏਟ ਐਡਵਾਈਜ਼ਰੀ ਕਮੇਟੀ ਦੇ ਮੈਂਬਰ ਨਿਯੁਕਤ: [711, 529, 919, 550]
- lead-left-headline: ਬੀਕੇਯੂ ਵੱਲੋਂ ਝੋਨੇ ਦੀ ਖਰੀਦ ਤੇ ਲਿਫਟਿੰਗ ਦੀ ਸਮੱਸਿਆ ਨੂੰ ਲੈ ਕੇ ਧਰਨਾ ਜਾਰੀ: [114, 62, 480, 78]
- story-nhai-text: ਅੰਮ੍ਰਿਤਸਰ, 22 ਅਕਤੂਬਰ (ਪੱਤਰ ਪ੍ਰੇਰਕ) ਨੈਸ਼ਨਲ ਹਾਈਵੇਅ ਅਥਾਰਟੀ ਆਫ ਇੰਡੀਆ ਦੇ ਡਾਇਰੈਕਟਰ ਨੇ ਸ਼ਹਿਰ ਨਾਲ ਲਗਦੇ ਹਾਈਵੇਅ ਦਾ ਦੌਰਾ ਕੀਤਾ ਅਤੇ ਚੱਲ ਰਹੇ ਨਿਰਮਾਣ ਕਾਰਜਾਂ ਦਾ ਜਾਇਜ਼ਾ ਲਿਆ। ਉਨ੍ਹਾਂ ਅਧਿਕਾਰੀਆਂ ਨੂੰ ਹਦਾਇਤ ਕੀਤੀ ਕਿ ਕੰਮ ਤੈਅ ਸਮੇਂ ਵਿੱਚ ਮੁਕੰਮਲ ਕੀਤਾ ਜਾਵੇ ਅਤੇ ਗੁਣਵੱਤਾ ਨਾਲ ਕੋਈ ਸਮਝੌਤਾ ਨਾ ਕੀਤਾ ਜਾਵੇ।: [228, 834, 350, 853]
- story-sarpanch-extra-text: ਇਸ ਮੌਕੇ ਸਕੂਲ ਵਿੱਚ ਵਿਸ਼ੇਸ਼ ਸਮਾਗਮ ਕਰਵਾਇਆ ਗਿਆ ਜਿਸ ਵਿੱਚ ਵਿਦਿਆਰਥਣ ਨੂੰ ਸਨਮਾਨਿਤ ਕੀਤਾ ਗਿਆ। ਪ੍ਰਿੰਸੀਪਲ ਨੇ ਕਿਹਾ ਕਿ ਮਿਹਨਤ ਨਾਲ ਹਰ ਮੁਕਾਮ ਹਾਸਲ ਕੀਤਾ ਜਾ ਸਕਦਾ ਹੈ।: [707, 635, 888, 644]
- story-sggi-photo: [8, 288, 76, 352]
